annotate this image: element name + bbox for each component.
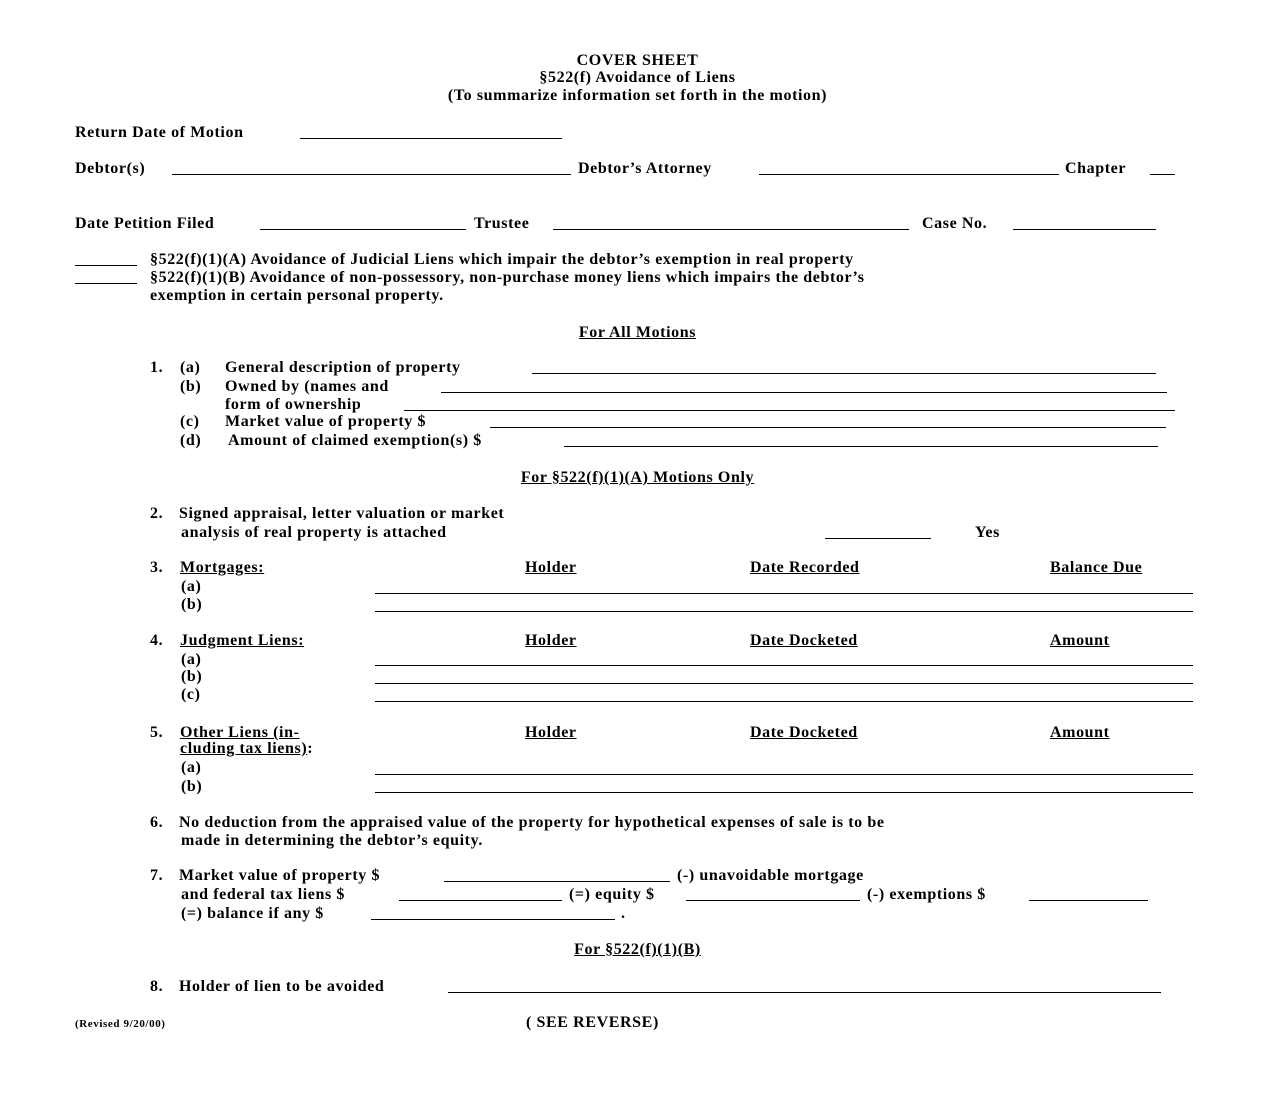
a-motions-heading: For §522(f)(1)(A) Motions Only: [520, 469, 755, 486]
chapter-field[interactable]: [1150, 174, 1175, 175]
item-8-text: Holder of lien to be avoided: [179, 978, 385, 995]
item-1b-text-continued: form of ownership: [225, 396, 362, 413]
item-1a-text: General description of property: [225, 359, 461, 376]
document-title: COVER SHEET: [576, 52, 699, 69]
judgment-row-b-label: (b): [181, 668, 203, 685]
all-motions-heading: For All Motions: [578, 324, 697, 341]
item-1b-text: Owned by (names and: [225, 378, 389, 395]
other-row-a-field[interactable]: [375, 774, 1193, 775]
option-b-text-continued: exemption in certain personal property.: [150, 287, 444, 304]
item-2-number: 2.: [150, 505, 164, 522]
option-b-text: §522(f)(1)(B) Avoidance of non-possessory, non-purchase money liens which impairs the debtor’s: [150, 269, 865, 286]
item-7-balance-field[interactable]: [371, 919, 615, 920]
return-date-label: Return Date of Motion: [75, 124, 244, 141]
judgment-liens-heading: Judgment Liens:: [180, 632, 305, 649]
document-note: (To summarize information set forth in the motion): [447, 87, 828, 104]
other-row-b-label: (b): [181, 778, 203, 795]
other-row-a-label: (a): [181, 759, 202, 776]
item-7-unavoidable-mortgage-label: (-) unavoidable mortgage: [677, 867, 864, 884]
property-description-field[interactable]: [532, 373, 1156, 374]
item-7-number: 7.: [150, 867, 164, 884]
b-motions-heading: For §522(f)(1)(B): [574, 941, 701, 958]
mortgages-balance-due-header: Balance Due: [1050, 559, 1143, 576]
trustee-label: Trustee: [474, 215, 530, 232]
item-3-number: 3.: [150, 559, 164, 576]
judgment-row-b-field[interactable]: [375, 683, 1193, 684]
other-liens-colon: :: [307, 740, 314, 757]
item-1a-label: (a): [180, 359, 201, 376]
item-7-balance-label: (=) balance if any $: [181, 905, 324, 922]
date-petition-label: Date Petition Filed: [75, 215, 215, 232]
item-1-number: 1.: [150, 359, 164, 376]
revised-date: (Revised 9/20/00): [75, 1018, 166, 1030]
mortgages-holder-header: Holder: [525, 559, 577, 576]
case-no-label: Case No.: [922, 215, 988, 232]
item-1d-label: (d): [180, 432, 202, 449]
other-holder-header: Holder: [525, 724, 577, 741]
item-4-number: 4.: [150, 632, 164, 649]
debtors-attorney-field[interactable]: [759, 174, 1059, 175]
see-reverse-note: ( SEE REVERSE): [526, 1014, 659, 1031]
item-7-market-value-label: Market value of property $: [179, 867, 381, 884]
item-7-federal-tax-field[interactable]: [399, 900, 562, 901]
mortgage-row-a-label: (a): [181, 578, 202, 595]
claimed-exemption-field[interactable]: [564, 446, 1158, 447]
other-row-b-field[interactable]: [375, 792, 1193, 793]
debtors-field[interactable]: [172, 174, 571, 175]
market-value-field[interactable]: [490, 427, 1166, 428]
judgment-holder-header: Holder: [525, 632, 577, 649]
mortgages-heading: Mortgages:: [180, 559, 265, 576]
debtors-label: Debtor(s): [75, 160, 146, 177]
date-petition-field[interactable]: [260, 229, 466, 230]
judgment-date-docketed-header: Date Docketed: [750, 632, 858, 649]
item-6-text-continued: made in determining the debtor’s equity.: [181, 832, 483, 849]
other-liens-heading: Other Liens (in-: [180, 724, 300, 741]
item-6-text: No deduction from the appraised value of the property for hypothetical expenses of sale is to be: [179, 814, 885, 831]
debtors-attorney-label: Debtor’s Attorney: [578, 160, 712, 177]
option-b-checkbox-line[interactable]: [75, 283, 137, 284]
mortgage-row-b-label: (b): [181, 596, 203, 613]
mortgages-date-recorded-header: Date Recorded: [750, 559, 860, 576]
judgment-row-a-label: (a): [181, 651, 202, 668]
item-7-exemptions-field[interactable]: [1029, 900, 1148, 901]
option-a-checkbox-line[interactable]: [75, 265, 137, 266]
other-liens-heading-continued: [180, 740, 313, 758]
item-6-number: 6.: [150, 814, 164, 831]
judgment-amount-header: Amount: [1050, 632, 1110, 649]
item-1c-label: (c): [180, 413, 200, 430]
case-no-field[interactable]: [1013, 229, 1156, 230]
lien-holder-field[interactable]: [448, 992, 1161, 993]
option-a-text: §522(f)(1)(A) Avoidance of Judicial Liens which impair the debtor’s exemption in real property: [150, 251, 854, 268]
judgment-row-a-field[interactable]: [375, 665, 1193, 666]
other-date-docketed-header: Date Docketed: [750, 724, 858, 741]
item-7-market-value-field[interactable]: [444, 881, 670, 882]
mortgage-row-b-field[interactable]: [375, 611, 1193, 612]
form-of-ownership-field[interactable]: [404, 410, 1175, 411]
judgment-row-c-label: (c): [181, 686, 201, 703]
item-2-text: Signed appraisal, letter valuation or market: [179, 505, 505, 522]
chapter-label: Chapter: [1065, 160, 1127, 177]
item-7-exemptions-label: (-) exemptions $: [867, 886, 986, 903]
other-liens-heading-underlined: cluding tax liens): [180, 740, 308, 757]
item-1c-text: Market value of property $: [225, 413, 427, 430]
item-1b-label: (b): [180, 378, 202, 395]
appraisal-attached-field[interactable]: [825, 538, 931, 539]
item-7-equity-label: (=) equity $: [569, 886, 655, 903]
judgment-row-c-field[interactable]: [375, 701, 1193, 702]
other-amount-header: Amount: [1050, 724, 1110, 741]
owned-by-field[interactable]: [441, 392, 1167, 393]
item-2-text-continued: analysis of real property is attached: [181, 524, 447, 541]
yes-label: Yes: [975, 524, 1000, 541]
item-7-federal-tax-label: and federal tax liens $: [181, 886, 346, 903]
item-7-equity-field[interactable]: [686, 900, 860, 901]
return-date-field[interactable]: [300, 138, 562, 139]
item-1d-text: Amount of claimed exemption(s) $: [228, 432, 482, 449]
trustee-field[interactable]: [553, 229, 909, 230]
mortgage-row-a-field[interactable]: [375, 593, 1193, 594]
document-subtitle: §522(f) Avoidance of Liens: [539, 69, 736, 86]
item-8-number: 8.: [150, 978, 164, 995]
item-5-number: 5.: [150, 724, 164, 741]
item-7-period: .: [621, 905, 626, 922]
